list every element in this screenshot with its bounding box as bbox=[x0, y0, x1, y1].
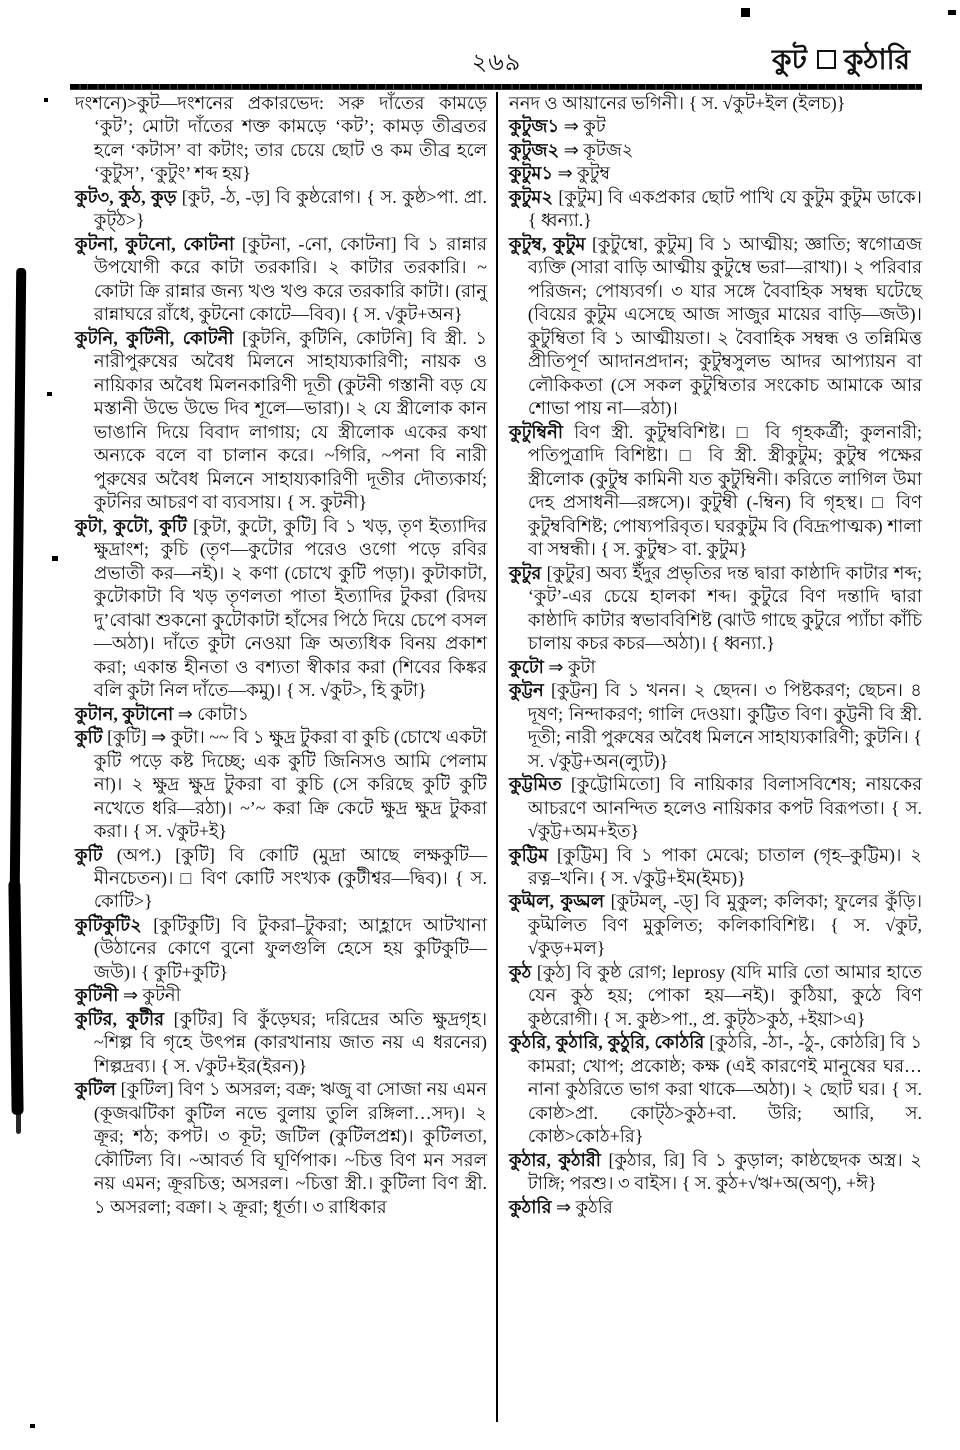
running-head-last-word: কুঠারি bbox=[843, 45, 910, 76]
entry-headword: কুটিল bbox=[75, 1079, 116, 1100]
dictionary-entry bbox=[509, 890, 922, 960]
dictionary-entry bbox=[509, 679, 922, 773]
entry-body: ননদ ও আয়ানের ভগিনী। { স. √কুট+ইল (ইলচ)} bbox=[509, 93, 846, 113]
entry-body: [কুটিল] বিণ ১ অসরল; বক্র; ঋজু বা সোজা নয় এমন (কূজঝটিকা কুটিল নভে বুলায় তুলি রঙ্গিলা…সদ)। ২ ক্রূর; শঠ; কপট। ৩ কূট; জটিল (কুটিলপ্রশ্ন)। কুটিলতা, কৌটিল্য বি। ~আবর্ত বি ঘূর্ণিপাক। ~চিত্ত বিণ মন সরল নয় এমন; ক্রূরচিত্ত; অসরল। ~চিত্তা স্ত্রী.। কুটিলা বিণ স্ত্রী. ১ অসরলা; বক্রা। ২ ক্রূরা; ধূর্তা। ৩ রাধিকার bbox=[93, 1079, 487, 1217]
entry-headword: কুটি bbox=[75, 727, 103, 748]
dictionary-entry bbox=[509, 186, 922, 233]
dictionary-entry bbox=[509, 233, 922, 421]
dictionary-entry bbox=[509, 421, 922, 562]
scan-artifact bbox=[948, 10, 956, 15]
entry-body: ⇒ কুটনী bbox=[118, 985, 181, 1006]
entry-body: ⇒ কুট bbox=[559, 116, 606, 137]
dictionary-entry bbox=[75, 726, 487, 843]
entry-body: [কুটির] বি কুঁড়েঘর; দরিদ্রের অতি ক্ষুদ্রগৃহ। ~শিল্প বি গৃহে উৎপন্ন (কারখানায় জাত নয় এ ধরনের) শিল্পদ্রব্য। { স. √কুট+ইর(ইরন)} bbox=[93, 1008, 488, 1076]
page-header bbox=[75, 38, 918, 82]
entry-body: বিণ স্ত্রী. কুটুম্ববিশিষ্ট। □ বি গৃহকর্ত্রী; কুলনারী; পতিপুত্রাদি বিশিষ্টা। □ বি স্ত্রী. স্ত্রীকুটুম; কুটুম্ব পক্ষের স্ত্রীলোক (কুটুম্ব কামিনী যত কুটুম্বিনী। করিতে লাগিল উমা দেহ প্রসাধনী—রঙ্গসে)। কুটুম্বী (-ম্বিন) বি গৃহস্থ। □ বিণ কুটুম্ববিশিষ্ট; পোষ্যপরিবৃত। ঘরকুটুম বি (বিদ্রূপাত্মক) শালা বা সম্বন্ধী। { স. কুটুম্ব> বা. কুটুম} bbox=[527, 421, 922, 560]
text-columns bbox=[75, 92, 922, 1422]
entry-headword: কুট্টমিত bbox=[509, 774, 562, 795]
entry-headword: কুটা, কুটো, কুটি bbox=[75, 515, 187, 536]
dictionary-entry bbox=[509, 773, 922, 843]
entry-body: ⇒ কোটা১ bbox=[173, 703, 250, 724]
entry-headword: কুঠ bbox=[509, 961, 532, 982]
dictionary-entry bbox=[75, 327, 487, 515]
entry-headword: কুট্টন bbox=[509, 680, 544, 701]
entry-body: [কুঠ] বি কুষ্ঠ রোগ; leprosy (যদি মারি তো আমার হাতে যেন কুঠ হয়; পোকা হয়—নই)। কুঠিয়া, কুঠে বিণ কুষ্ঠরোগী। { স. কুষ্ঠ>পা., প্র. কুট্ঠ>কুঠ, +ইয়া>এ} bbox=[527, 961, 922, 1029]
dictionary-entry bbox=[509, 844, 922, 891]
dictionary-entry bbox=[75, 92, 487, 186]
scan-artifact bbox=[30, 1424, 35, 1428]
entry-body: (অপ.) [কুটি] বি কোটি (মুদ্রা আছে লক্ষকুটি—মীনচেতন)। □ বিণ কোটি সংখ্যক (কুটীশ্বর—দ্বিব)। { স. কোটি>} bbox=[93, 844, 487, 912]
dictionary-entry bbox=[509, 562, 922, 656]
dictionary-entry bbox=[75, 984, 487, 1007]
entry-body: [কুটিকুটি] বি টুকরা–টুকরা; আহ্লাদে আটখানা (উঠানের কোণে বুনো ফুলগুলি হেসে হয় কুটিকুটি—জউ)। { কুটি+কুটি} bbox=[93, 914, 487, 982]
entry-body: [কুট্টন] বি ১ খনন। ২ ছেদন। ৩ পিষ্টকরণ; ছেচন। ৪ দূষণ; নিন্দাকরণ; গালি দেওয়া। কুট্টিত বিণ। কুট্টনী বি স্ত্রী. দূতী; নারী পুরুষের অবৈধ মিলনে সাহায্যকারিণী; কুটনি। { স. √কুট্ট+অন(ল্যুট)} bbox=[527, 680, 922, 771]
running-head-first-word: কুট bbox=[772, 45, 807, 76]
entry-body: ⇒ কূটজ২ bbox=[559, 139, 634, 160]
entry-headword: কুটুম্ব, কুটুম bbox=[509, 233, 586, 254]
entry-body: [কুট্টিম] বি ১ পাকা মেঝে; চাতাল (গৃহ–কুট্টিম)। ২ রত্ন–খনি। { স. √কুট্ট+ইম(ইমচ)} bbox=[527, 844, 922, 888]
entry-body: [কুট্টোমিতো] বি নায়িকার বিলাসবিশেষ; নায়কের আচরণে আনন্দিত হলেও নায়িকার কপট বিরূপতা। { স. √কুট্ট+অম+ইত} bbox=[527, 774, 922, 842]
entry-headword: কুটনি, কুটিনী, কোটনী bbox=[75, 327, 234, 348]
entry-body: [কুঠার, রি] বি ১ কুড়াল; কাষ্ঠছেদক অস্ত্র। ২ টাঙ্গি; পরশু। ৩ বাইস। { স. কুঠ+√ঋ+অ(অণ্), +ঈ} bbox=[527, 1149, 923, 1194]
entry-body: [কুটমল্, -ড্] বি মুকুল; কলিকা; ফুলের কুঁড়ি। কুট্মলিত বিণ মুকুলিত; কলিকাবিশিষ্ট। { স. √কুট, √কুড়+মল} bbox=[527, 891, 923, 959]
dictionary-entry bbox=[509, 92, 922, 115]
dictionary-entry bbox=[509, 115, 922, 138]
dictionary-entry bbox=[509, 961, 922, 1031]
left-column bbox=[75, 92, 496, 1422]
entry-body: [কুটুম] বি একপ্রকার ছোট পাখি যে কুটুম কুটুম ডাকে। { ধ্বন্যা.} bbox=[527, 186, 922, 231]
scan-artifact bbox=[10, 268, 26, 888]
header-divider-rule bbox=[70, 84, 922, 90]
entry-body: [কুটুর] অব্য ইঁদুর প্রভৃতির দন্ত দ্বারা কাষ্ঠাদি কাটার শব্দ; ‘কুট’-এর চেয়ে হালকা শব্দ। কুটুরে বিণ দন্তাদি দ্বারা কাষ্ঠাদি কাটার স্বভাববিশিষ্ট (ঝাউ গাছে কুটুরে প্যাঁচা কাঁচি চালায় কচর কচর—অঠা)। { ধ্বন্যা.} bbox=[527, 562, 922, 654]
entry-body: [কুট, -ঠ, -ড়] বি কুষ্ঠরোগ। { স. কুষ্ঠ>পা. প্রা. কুট্ঠ>} bbox=[93, 186, 487, 231]
entry-body: দংশনে)>কুট—দংশনের প্রকারভেদ: সরু দাঁতের কামড়ে ‘কুট’; মোটা দাঁতের শক্ত কামড়ে ‘কট’; কামড় তীব্রতর হলে ‘কটাস’ বা কটাং; তার চেয়ে ছোট ও কম তীব্র হলে ‘কুটুস’, ‘কুটুং’ শব্দ হয়} bbox=[75, 93, 487, 184]
entry-headword: কুটনা, কুটনো, কোটনা bbox=[75, 233, 235, 254]
dictionary-entry bbox=[509, 162, 922, 185]
dictionary-entry bbox=[75, 233, 487, 327]
entry-body: [কুঠরি, -ঠা-, -ঠু-, কোঠরি] বি ১ কামরা; খোপ; প্রকোষ্ঠ; কক্ষ (এই কারণেই মানুষের ঘর…নানা কুঠরিতে ভাগ করা থাকে—অঠা)। ২ ছোট ঘর। { স. কোষ্ঠ>প্রা. কোট্ঠ>কুঠ+বা. উরি; আরি, স. কোষ্ঠ>কোঠ+রি} bbox=[527, 1032, 922, 1147]
dictionary-entry bbox=[75, 515, 487, 703]
entry-body: [কুটা, কুটো, কুটি] বি ১ খড়, তৃণ ইত্যাদির ক্ষুদ্রাংশ; কুচি (তৃণ—কুটোর পরেও ওগো পড়ে রবির প্রভাতী কর—নই)। ২ কণা (চোখে কুটি পড়া)। কুটাকাটা, কুটোকাটা বি খড় তৃণলতা পাতা ইত্যাদির টুকরা (রিদয় দু’বোঝা শুকনো কুটোকাটা হাঁসের পিঠে দিয়ে চেপে বসল—অঠা)। দাঁতে কুটা নেওয়া ক্রি অত্যধিক বিনয় প্রকাশ করা; একান্ত হীনতা ও বশ্যতা স্বীকার করা (শিবের কিঙ্কর বলি কুটা নিল দাঁতে—কমু)। { স. √কুট>, হি কুটা} bbox=[93, 515, 487, 701]
dictionary-entry bbox=[75, 703, 487, 726]
dictionary-entry bbox=[509, 139, 922, 162]
dictionary-entry bbox=[75, 1078, 487, 1219]
page-number: ২৬৯ bbox=[471, 50, 522, 76]
entry-headword: কুঠারি bbox=[509, 1196, 552, 1217]
dictionary-entry bbox=[509, 1031, 922, 1148]
entry-body: [কুটনা, -নো, কোটনা] বি ১ রান্নার উপযোগী করে কাটা তরকারি। ২ কাটার তরকারি। ~ কোটা ক্রি রান্নার জন্য খণ্ড খণ্ড করে তরকারি কাটা। (রানু রান্নাঘরে রাঁধে, কুটনো কোটে—বিব)। { স. √কুট+অন} bbox=[93, 233, 487, 325]
entry-headword: কুটির, কুটীর bbox=[75, 1008, 165, 1029]
dictionary-entry bbox=[75, 914, 487, 984]
right-column bbox=[496, 92, 922, 1422]
entry-headword: কুট্মল, কুড্মল bbox=[509, 891, 605, 912]
entry-headword: কুটিনী bbox=[75, 985, 119, 1006]
entry-headword: কুঠার, কুঠারী bbox=[509, 1149, 601, 1170]
entry-headword: কুঠরি, কুঠারি, কুঠুরি, কোঠরি bbox=[509, 1032, 705, 1053]
dictionary-entry bbox=[509, 1149, 922, 1196]
entry-headword: কুটুর bbox=[509, 562, 542, 583]
scan-artifact bbox=[741, 8, 750, 17]
entry-headword: কুটান, কুটানো bbox=[75, 703, 174, 724]
entry-body: [কুটুম্বো, কুটুম] বি ১ আত্মীয়; জ্ঞাতি; স্বগোত্রজ ব্যক্তি (সারা বাড়ি আত্মীয় কুটুম্বে ভরা—রাখা)। ২ পরিবার পরিজন; পোষ্যবর্গ। ৩ যার সঙ্গে বৈবাহিক সম্বন্ধ ঘটেছে (বিয়ের কুটুম এসেছে আজ সাজুর মায়ের বাড়ি—জউ)। কুটুম্বিতা বি ১ আত্মীয়তা। ২ বৈবাহিক সম্বন্ধ ও তন্নিমিত্ত প্রীতিপূর্ণ আদানপ্রদান; কুটুম্বসুলভ আদর আপ্যায়ন বা লৌকিকতা (সে সকল কুটুম্বিতার সংকোচ আমাকে আর শোভা পায় না—রঠা)। bbox=[527, 233, 922, 419]
dictionary-entry bbox=[509, 656, 922, 679]
entry-headword: কুটুম্বিনী bbox=[509, 421, 564, 442]
dictionary-entry bbox=[75, 1008, 487, 1078]
entry-body: [কুটনি, কুটিনি, কোটনি] বি স্ত্রী. ১ নারীপুরুষের অবৈধ মিলনে সাহায্যকারিণী; নায়ক ও নায়িকার অবৈধ মিলনকারিণী দূতী (কুটনী গস্তানী বড় যে মস্তানী উভে উভে দিব শূলে—ভারা)। ২ যে স্ত্রীলোক কান ভাঙানি দিয়ে বিবাদ লাগায়; যে স্ত্রীলোক একের কথা অন্যকে বলে বা চালান করে। ~গিরি, ~পনা বি নারী পুরুষের অবৈধ মিলনে সাহায্যকারিণী দূতীর দৌত্যকার্য; কুটনির আচরণ বা ব্যবসায়। { স. কুটনী} bbox=[93, 327, 487, 513]
dictionary-entry bbox=[75, 844, 487, 914]
entry-headword: কুটিকুটি২ bbox=[75, 914, 142, 935]
running-head bbox=[772, 38, 910, 85]
dictionary-entry bbox=[509, 1196, 922, 1219]
entry-body: ⇒ কুটুম্ব bbox=[553, 163, 611, 184]
dictionary-entry bbox=[75, 186, 487, 233]
entry-body: ⇒ কুঠরি bbox=[551, 1196, 613, 1217]
entry-body: [কুটি] ⇒ কুটা। ~~ বি ১ ক্ষুদ্র টুকরা বা কুচি (চোখে একটা কুটি পড়ে কষ্ট দিচ্ছে; এক কুটি জিনিসও আমি পেলাম না)। ২ ক্ষুদ্র ক্ষুদ্র টুকরা বা কুচি (সে করিছে কুটি কুটি নখেতে ধরি—রঠা)। ~’~ করা ক্রি কেটে ক্ষুদ্র ক্ষুদ্র টুকরা করা। { স. √কুট+ই} bbox=[93, 727, 487, 842]
entry-headword: কুটুম১ bbox=[509, 163, 554, 184]
scan-artifact bbox=[8, 880, 23, 1115]
entry-headword: কুট্টিম bbox=[509, 844, 549, 865]
entry-headword: কুটি bbox=[75, 844, 103, 865]
square-box-icon bbox=[817, 50, 836, 69]
entry-headword: কুটো bbox=[509, 656, 544, 677]
scan-artifact bbox=[47, 392, 52, 396]
entry-body: ⇒ কুটা bbox=[543, 656, 596, 677]
entry-headword: কুটুজ১ bbox=[509, 116, 560, 137]
entry-headword: কুটুজ২ bbox=[509, 139, 560, 160]
scan-artifact bbox=[44, 98, 48, 102]
entry-headword: কুটুম২ bbox=[509, 186, 554, 207]
scan-artifact bbox=[52, 556, 58, 561]
scan-artifact bbox=[16, 1112, 21, 1134]
entry-headword: কুট৩, কুঠ, কুড় bbox=[75, 186, 177, 207]
